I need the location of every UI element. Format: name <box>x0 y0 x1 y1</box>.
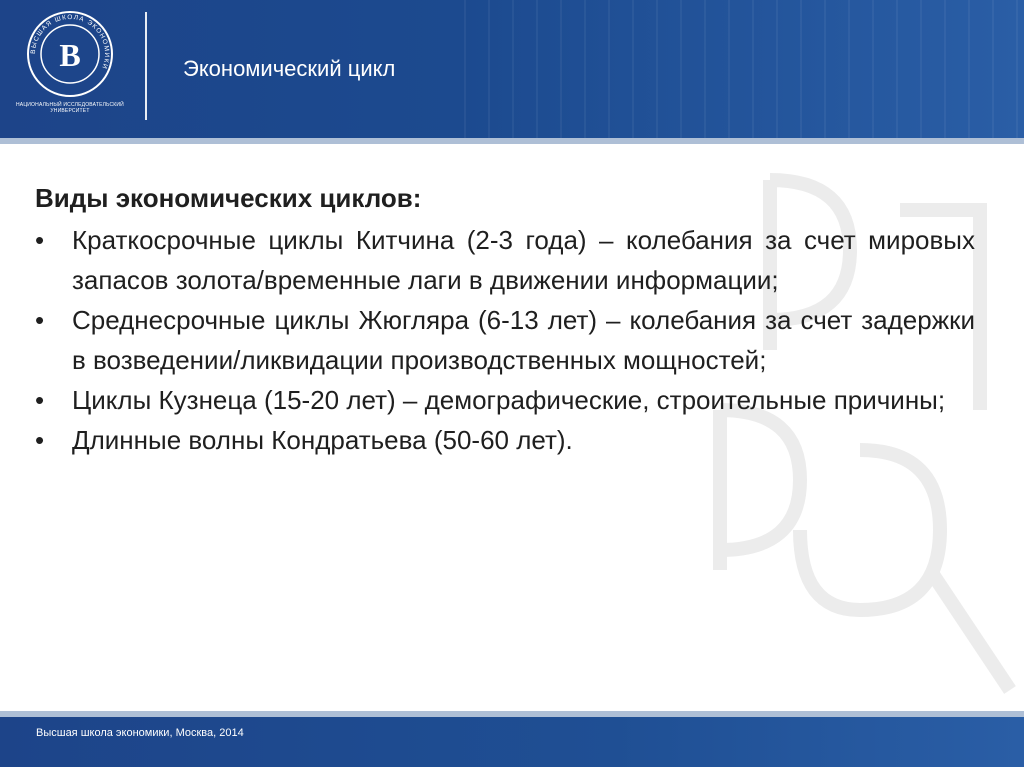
list-item-text: Длинные волны Кондратьева (50-60 лет). <box>72 425 573 455</box>
slide-content <box>35 180 975 460</box>
slide-title: Экономический цикл <box>183 56 396 81</box>
svg-text:В: В <box>59 37 81 73</box>
bullet-icon: • <box>35 385 45 415</box>
list-item-text: Краткосрочные циклы Китчина (2-3 года) – колебания за счет мировых запасов золота/временные лаги в движении информации; <box>72 225 975 295</box>
list-item-text: Циклы Кузнеца (15-20 лет) – демографические, строительные причины; <box>72 385 946 415</box>
content-heading: Виды экономических циклов: <box>35 183 422 213</box>
list-item <box>35 300 975 380</box>
bullet-icon: • <box>35 225 45 255</box>
bullet-icon: • <box>35 425 45 455</box>
slide-header <box>0 0 1024 138</box>
list-item <box>35 380 975 420</box>
header-pattern <box>464 0 1024 138</box>
logo-ring-text: ВЫСШАЯ ШКОЛА ЭКОНОМИКИ <box>29 13 111 71</box>
list-item <box>35 220 975 300</box>
header-divider <box>145 12 147 120</box>
header-edge <box>0 138 1024 144</box>
footer-text: Высшая школа экономики, Москва, 2014 <box>36 727 244 739</box>
logo-caption: НАЦИОНАЛЬНЫЙ ИССЛЕДОВАТЕЛЬСКИЙ УНИВЕРСИТЕТ <box>16 102 124 114</box>
slide-footer <box>0 717 1024 767</box>
list-item-text: Среднесрочные циклы Жюгляра (6-13 лет) – колебания за счет задержки в возведении/ликвидации производственных мощностей; <box>72 305 975 375</box>
list-item <box>35 420 975 460</box>
cycles-list <box>35 220 975 460</box>
bullet-icon: • <box>35 305 45 335</box>
